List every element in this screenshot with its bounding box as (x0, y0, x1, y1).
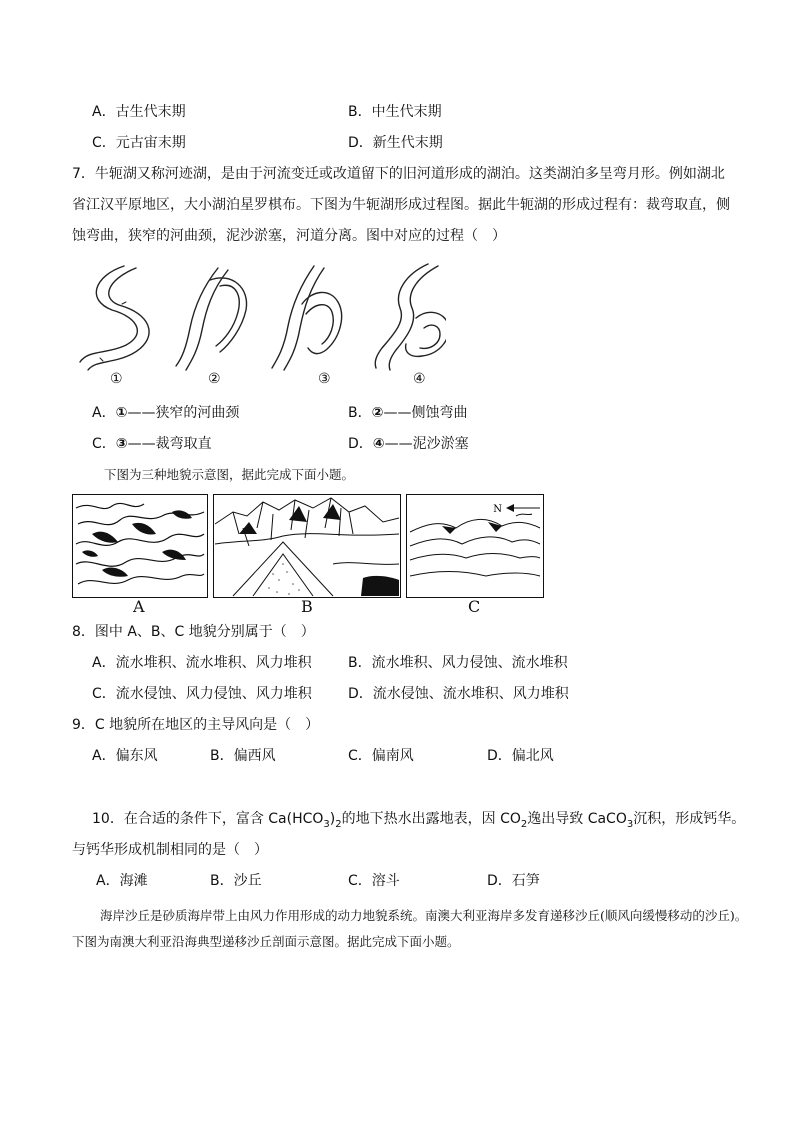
q9-option-b: B．偏西风 (210, 748, 276, 764)
oxbow-lake-figure (66, 258, 446, 393)
oxbow-label-4: ④ (413, 371, 426, 387)
q7-option-a (92, 398, 239, 429)
q7-option-c (92, 429, 212, 460)
oxbow-label-3: ③ (318, 371, 331, 387)
q10-sub-3a: 3 (323, 818, 330, 830)
q10-option-d: D．石笋 (487, 873, 540, 889)
oxbow-label-2: ② (208, 371, 221, 387)
q9-stem: 9．C 地貌所在地区的主导风向是（ ） (72, 717, 320, 733)
q7-option-c-letter: C． (92, 436, 116, 452)
q6-option-c: C．元古宙末期 (92, 135, 186, 151)
q10-sub-3b: 3 (626, 818, 634, 830)
q7-option-b-letter: B． (348, 405, 372, 421)
q6-option-d: D．新生代末期 (348, 135, 443, 151)
q10-stem-part-e: 沉积，形成钙华。 (633, 811, 746, 827)
q10-stem-part-c: 的地下热水出露地表，因 CO (341, 811, 521, 827)
landform-b-figure (213, 494, 401, 598)
q8-option-b: B．流水堆积、风力侵蚀、流水堆积 (348, 655, 568, 671)
q7-option-b-text: ——侧蚀弯曲 (383, 405, 468, 421)
q7-option-b-num: ② (371, 405, 384, 421)
q7-option-d-letter: D． (348, 436, 373, 452)
q10-sub-2b: 2 (520, 818, 528, 830)
q6-option-a: A．古生代末期 (92, 104, 186, 120)
landform-label-b: B (301, 597, 313, 616)
q10-stem-line2: 与钙华形成机制相同的是（ ） (72, 842, 268, 858)
q7-option-c-num: ③ (115, 436, 128, 452)
dune-intro: 海岸沙丘是砂质海岸带上由风力作用形成的动力地貌系统。南澳大利亚海岸多发育递移沙丘(顺风向缓慢移动的沙丘)。下图为南澳大利亚沿海典型递移沙丘剖面示意图。据此完成下面小题。 (72, 908, 748, 949)
oxbow-stage-2 (176, 268, 247, 370)
landform-c-figure (406, 494, 544, 598)
q7-option-d (348, 429, 469, 460)
oxbow-stage-3 (272, 266, 342, 370)
landform-label-c: C (468, 597, 481, 616)
q7-option-d-text: ——泥沙淤塞 (384, 436, 469, 452)
q10-stem-part-d: 逸出导致 CaCO (527, 811, 627, 827)
q8-option-a: A．流水堆积、流水堆积、风力堆积 (92, 655, 312, 671)
q9-option-d: D．偏北风 (487, 748, 554, 764)
oxbow-stage-4 (375, 264, 446, 370)
q10-stem-part-a: 10．在合适的条件下，富含 Ca(HCO (92, 811, 324, 827)
q10-option-b: B．沙丘 (210, 873, 262, 889)
q8-stem: 8．图中 A、B、C 地貌分别属于（ ） (72, 624, 315, 640)
q9-option-c: C．偏南风 (348, 748, 414, 764)
q9-option-a: A．偏东风 (92, 748, 158, 764)
q10-option-a: A．海滩 (96, 873, 148, 889)
q6-option-b: B．中生代末期 (348, 104, 442, 120)
landform-intro: 下图为三种地貌示意图，据此完成下面小题。 (104, 467, 355, 482)
landform-label-a: A (133, 597, 145, 616)
north-label: N (493, 504, 502, 515)
q7-option-b (348, 398, 467, 429)
q7-option-d-num: ④ (372, 436, 385, 452)
oxbow-stage-1 (80, 266, 149, 370)
q10-stem-part-b: ) (329, 811, 336, 827)
q7-stem: 7．牛轭湖又称河迹湖，是由于河流变迁或改道留下的旧河道形成的湖泊。这类湖泊多呈弯月形。例如湖北省江汉平原地区，大小湖泊星罗棋布。下图为牛轭湖形成过程图。据此牛轭湖的形成过程有：裁弯取直，侧蚀弯曲，狭窄的河曲颈，泥沙淤塞，河道分离。图中对应的过程（ ） (72, 166, 730, 244)
q8-option-d: D．流水侵蚀、流水堆积、风力堆积 (348, 686, 569, 702)
q7-option-a-text: ——狭窄的河曲颈 (127, 405, 240, 421)
oxbow-label-1: ① (110, 371, 123, 387)
landform-a-figure (72, 494, 208, 598)
q7-option-a-num: ① (115, 405, 128, 421)
q10-sub-2a: 2 (335, 818, 342, 830)
q7-option-c-text: ——裁弯取直 (127, 436, 212, 452)
q8-option-c: C．流水侵蚀、风力侵蚀、风力堆积 (92, 686, 312, 702)
q10-option-c: C．溶斗 (348, 873, 400, 889)
q7-option-a-letter: A． (92, 405, 116, 421)
